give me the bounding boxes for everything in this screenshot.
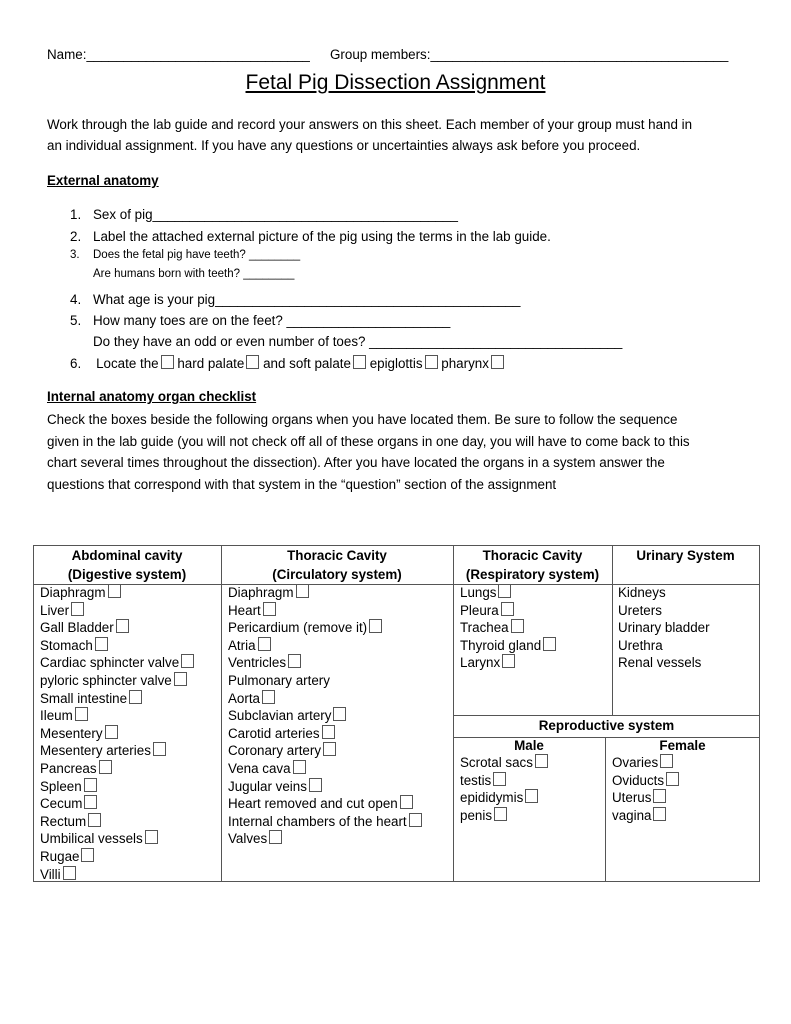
checkbox[interactable]	[116, 619, 129, 633]
organ-label: Aorta	[228, 690, 261, 706]
organ-item	[460, 754, 548, 772]
organ-item	[460, 789, 548, 807]
organ-item	[228, 707, 422, 725]
organ-label: Cardiac sphincter valve	[40, 655, 180, 671]
organ-item	[228, 672, 422, 690]
checkbox[interactable]	[525, 789, 538, 803]
checkbox[interactable]	[425, 355, 438, 369]
organ-item	[460, 602, 556, 620]
organ-label: Renal vessels	[618, 655, 702, 671]
organ-item	[618, 602, 710, 620]
organ-label: Spleen	[40, 778, 82, 794]
organ-item	[228, 742, 422, 760]
term-epiglottis: epiglottis	[369, 356, 423, 371]
internal-paragraph-3: chart several times throughout the dissection). After you have located the organs in a system answer the	[47, 455, 665, 470]
checkbox[interactable]	[666, 772, 679, 786]
organ-item	[40, 813, 194, 831]
item-text[interactable]: Sex of pig_________________________________________	[93, 207, 458, 222]
organ-label: Vena cava	[228, 760, 291, 776]
organ-label: Uterus	[612, 790, 652, 806]
internal-paragraph-4: questions that correspond with that system in the “question” section of the assignment	[47, 477, 557, 492]
checkbox[interactable]	[309, 778, 322, 792]
organ-item	[40, 672, 194, 690]
circulatory-list	[228, 584, 422, 848]
checkbox[interactable]	[369, 619, 382, 633]
item-text[interactable]: Do they have an odd or even number of toes? __________________________________	[93, 334, 623, 349]
external-item	[70, 207, 458, 222]
checkbox[interactable]	[63, 866, 76, 880]
organ-item	[40, 778, 194, 796]
organ-label: Ureters	[618, 602, 662, 618]
organ-item	[612, 789, 679, 807]
item-text[interactable]: Are humans born with teeth? ________	[93, 268, 295, 280]
organ-label: Small intestine	[40, 690, 128, 706]
checkbox[interactable]	[494, 807, 507, 821]
intro-line-1: Work through the lab guide and record your answers on this sheet. Each member of your group must hand in	[47, 117, 693, 132]
circulatory-header	[221, 546, 453, 584]
organ-item	[228, 813, 422, 831]
organ-item	[228, 619, 422, 637]
organ-label: Lungs	[460, 585, 497, 600]
item-number: 2.	[70, 229, 82, 244]
organ-item	[40, 795, 194, 813]
reproductive-header: Reproductive system	[538, 718, 675, 733]
organ-label: Villi	[40, 866, 61, 882]
internal-paragraph-1: Check the boxes beside the following organs when you have located them. Be sure to follow the sequence	[47, 412, 678, 427]
digestive-list	[40, 584, 194, 883]
organ-item	[460, 584, 556, 602]
respiratory-list	[460, 584, 556, 672]
item-number: 4.	[70, 292, 82, 307]
header-subtitle: (Digestive system)	[67, 567, 187, 582]
organ-label: Subclavian artery	[228, 708, 332, 724]
organ-label: Urinary bladder	[618, 620, 710, 636]
checkbox[interactable]	[511, 619, 524, 633]
organ-item	[612, 807, 679, 825]
checkbox[interactable]	[660, 754, 673, 768]
checkbox[interactable]	[400, 795, 413, 809]
name-field[interactable]: Name:______________________________	[47, 47, 310, 62]
urinary-list	[618, 584, 710, 672]
organ-label: epididymis	[460, 790, 524, 806]
checkbox[interactable]	[258, 637, 271, 651]
organ-label: Pulmonary artery	[228, 672, 330, 688]
organ-label: Carotid arteries	[228, 725, 320, 741]
organ-label: Mesentery	[40, 725, 103, 741]
locate-item	[70, 355, 504, 371]
organ-label: Rugae	[40, 848, 80, 864]
organ-label: vagina	[612, 807, 652, 823]
internal-anatomy-heading: Internal anatomy organ checklist	[47, 389, 257, 404]
organ-label: Heart removed and cut open	[228, 796, 398, 812]
checkbox[interactable]	[498, 584, 511, 598]
table-border	[33, 545, 34, 882]
organ-label: Kidneys	[618, 585, 666, 600]
organ-item	[618, 637, 710, 655]
checkbox[interactable]	[502, 654, 515, 668]
male-list	[460, 754, 548, 824]
organ-item	[40, 742, 194, 760]
checkbox[interactable]	[105, 725, 118, 739]
organ-label: Umbilical vessels	[40, 831, 143, 847]
checkbox[interactable]	[75, 707, 88, 721]
checkbox[interactable]	[501, 602, 514, 616]
organ-label: Rectum	[40, 813, 87, 829]
item-number: 1.	[70, 207, 82, 222]
organ-item	[460, 772, 548, 790]
organ-item	[460, 807, 548, 825]
internal-paragraph-2: given in the lab guide (you will not check off all of these organs in one day, you will have to come back to this	[47, 434, 690, 449]
table-border	[453, 545, 454, 882]
organ-label: pyloric sphincter valve	[40, 672, 172, 688]
organ-item	[40, 830, 194, 848]
checkbox[interactable]	[323, 742, 336, 756]
organ-item	[228, 690, 422, 708]
checkbox[interactable]	[293, 760, 306, 774]
header-title: Thoracic Cavity	[287, 548, 387, 563]
header-title: Urinary System	[636, 548, 735, 563]
checkbox[interactable]	[84, 778, 97, 792]
external-item	[70, 229, 551, 244]
table-border	[612, 545, 613, 716]
organ-label: Gall Bladder	[40, 620, 114, 636]
external-item	[70, 313, 450, 328]
checkbox[interactable]	[95, 637, 108, 651]
organ-label: Oviducts	[612, 772, 665, 788]
checkbox[interactable]	[174, 672, 187, 686]
checkbox[interactable]	[409, 813, 422, 827]
organ-label: testis	[460, 772, 492, 788]
organ-label: Ventricles	[228, 655, 287, 671]
organ-item	[460, 637, 556, 655]
external-item	[70, 334, 622, 349]
organ-label: Ovaries	[612, 755, 659, 770]
organ-label: Diaphragm	[228, 585, 294, 600]
checkbox[interactable]	[145, 830, 158, 844]
item-text[interactable]: Label the attached external picture of the pig using the terms in the lab guide.	[93, 229, 551, 244]
table-border	[221, 545, 222, 882]
locate-prefix: Locate the	[96, 356, 159, 371]
checkbox[interactable]	[181, 654, 194, 668]
organ-item	[40, 707, 194, 725]
checkbox[interactable]	[263, 602, 276, 616]
organ-label: Ileum	[40, 708, 73, 724]
female-header: Female	[659, 738, 706, 753]
header-title: Thoracic Cavity	[482, 548, 583, 563]
organ-label: Urethra	[618, 637, 663, 653]
checkbox[interactable]	[71, 602, 84, 616]
title-text: Fetal Pig Dissection Assignment	[245, 71, 546, 94]
checkbox[interactable]	[84, 795, 97, 809]
item-text[interactable]: How many toes are on the feet? ______________________	[93, 313, 451, 328]
item-text[interactable]: What age is your pig_________________________________________	[93, 292, 521, 307]
term-pharynx: pharynx	[441, 356, 489, 371]
organ-item	[460, 654, 556, 672]
checkbox[interactable]	[288, 654, 301, 668]
item-text[interactable]: Does the fetal pig have teeth? ________	[93, 249, 301, 261]
item-number: 6.	[70, 356, 82, 371]
organ-item	[228, 584, 422, 602]
checkbox[interactable]	[88, 813, 101, 827]
organ-label: Pericardium (remove it)	[228, 620, 368, 636]
organ-item	[612, 754, 679, 772]
external-anatomy-heading: External anatomy	[47, 173, 159, 188]
organ-label: Diaphragm	[40, 585, 106, 600]
page-title	[0, 71, 791, 95]
organ-item	[228, 602, 422, 620]
digestive-header	[33, 546, 221, 584]
urinary-header	[612, 546, 759, 565]
checkbox[interactable]	[333, 707, 346, 721]
checkbox[interactable]	[99, 760, 112, 774]
organ-label: Heart	[228, 602, 261, 618]
checkbox[interactable]	[246, 355, 259, 369]
checkbox[interactable]	[535, 754, 548, 768]
male-header: Male	[514, 738, 544, 753]
organ-label: Liver	[40, 602, 70, 618]
checkbox[interactable]	[296, 584, 309, 598]
female-list	[612, 754, 679, 824]
term-hard-palate: hard palate	[177, 356, 245, 371]
organ-item	[618, 654, 710, 672]
organ-label: Valves	[228, 831, 268, 847]
organ-item	[618, 619, 710, 637]
organ-label: Trachea	[460, 620, 509, 636]
item-number: 5.	[70, 313, 82, 328]
checkbox[interactable]	[353, 355, 366, 369]
organ-item	[40, 760, 194, 778]
organ-item	[40, 848, 194, 866]
respiratory-header	[453, 546, 612, 584]
organ-label: Cecum	[40, 796, 83, 812]
organ-item	[228, 830, 422, 848]
organ-label: Thyroid gland	[460, 637, 542, 653]
organ-item	[40, 602, 194, 620]
checkbox[interactable]	[491, 355, 504, 369]
checkbox[interactable]	[543, 637, 556, 651]
organ-item	[40, 725, 194, 743]
organ-item	[40, 619, 194, 637]
organ-label: Stomach	[40, 637, 93, 653]
external-item	[70, 249, 300, 261]
organ-item	[228, 654, 422, 672]
table-border	[759, 545, 760, 882]
external-item	[70, 292, 520, 307]
organ-item	[612, 772, 679, 790]
checkbox[interactable]	[81, 848, 94, 862]
header-subtitle: (Circulatory system)	[272, 567, 402, 582]
organ-label: Coronary artery	[228, 743, 322, 759]
organ-item	[228, 760, 422, 778]
organ-label: Jugular veins	[228, 778, 307, 794]
organ-label: Larynx	[460, 655, 501, 671]
organ-item	[40, 690, 194, 708]
external-item	[70, 268, 294, 280]
organ-item	[618, 584, 710, 602]
group-members-field[interactable]: Group members:________________________________________	[330, 47, 729, 62]
checkbox[interactable]	[493, 772, 506, 786]
organ-item	[40, 637, 194, 655]
organ-item	[228, 725, 422, 743]
checkbox[interactable]	[153, 742, 166, 756]
header-subtitle: (Respiratory system)	[465, 567, 600, 582]
organ-item	[228, 637, 422, 655]
checkbox[interactable]	[129, 690, 142, 704]
organ-item	[228, 778, 422, 796]
organ-label: Pleura	[460, 602, 499, 618]
intro-line-2: an individual assignment. If you have any questions or uncertainties always ask before you proceed.	[47, 138, 641, 153]
organ-item	[460, 619, 556, 637]
checkbox[interactable]	[653, 789, 666, 803]
checkbox[interactable]	[262, 690, 275, 704]
table-border	[605, 737, 606, 882]
term-soft-palate: and soft palate	[263, 356, 351, 371]
checkbox[interactable]	[108, 584, 121, 598]
organ-label: Atria	[228, 637, 256, 653]
item-number: 3.	[70, 249, 80, 261]
checkbox[interactable]	[161, 355, 174, 369]
checkbox[interactable]	[269, 830, 282, 844]
organ-label: penis	[460, 807, 493, 823]
organ-label: Mesentery arteries	[40, 743, 151, 759]
organ-item	[228, 795, 422, 813]
organ-label: Scrotal sacs	[460, 755, 533, 770]
header-title: Abdominal cavity	[71, 548, 183, 563]
checkbox[interactable]	[322, 725, 335, 739]
checkbox[interactable]	[653, 807, 666, 821]
organ-item	[40, 584, 194, 602]
organ-item	[40, 654, 194, 672]
organ-label: Internal chambers of the heart	[228, 813, 407, 829]
organ-label: Pancreas	[40, 760, 97, 776]
organ-item	[40, 866, 194, 884]
